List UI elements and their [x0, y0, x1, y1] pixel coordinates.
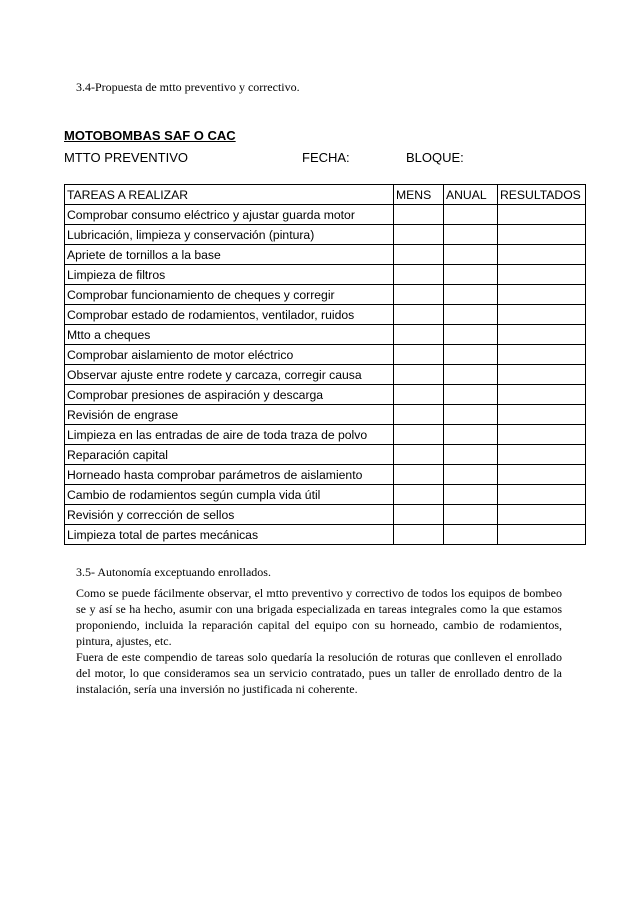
- section-heading: 3.4-Propuesta de mtto preventivo y correctivo.: [76, 80, 300, 94]
- table-row: [65, 525, 586, 545]
- table-row: [65, 225, 586, 245]
- table-row: [65, 205, 586, 225]
- task-cell: Reparación capital: [65, 445, 394, 465]
- table-row: [65, 485, 586, 505]
- annual-cell[interactable]: [444, 425, 498, 445]
- table-row: [65, 425, 586, 445]
- annual-cell[interactable]: [444, 305, 498, 325]
- table-row: [65, 245, 586, 265]
- result-cell[interactable]: [498, 405, 586, 425]
- header-annual: ANUAL: [444, 185, 498, 205]
- result-cell[interactable]: [498, 465, 586, 485]
- form-meta-row: [64, 150, 564, 168]
- task-cell: Observar ajuste entre rodete y carcaza, corregir causa: [65, 365, 394, 385]
- task-cell: Apriete de tornillos a la base: [65, 245, 394, 265]
- table-row: [65, 285, 586, 305]
- monthly-cell[interactable]: [394, 345, 444, 365]
- result-cell[interactable]: [498, 485, 586, 505]
- annual-cell[interactable]: [444, 365, 498, 385]
- annual-cell[interactable]: [444, 465, 498, 485]
- annual-cell[interactable]: [444, 525, 498, 545]
- annual-cell[interactable]: [444, 345, 498, 365]
- task-cell: Limpieza de filtros: [65, 265, 394, 285]
- table-header-row: [65, 185, 586, 205]
- monthly-cell[interactable]: [394, 385, 444, 405]
- annual-cell[interactable]: [444, 265, 498, 285]
- paragraph: Como se puede fácilmente observar, el mtto preventivo y correctivo de todos los equipos de bombeo se y así se ha hecho, asumir con una brigada especializada en tareas integrales como la que estamos proponiendo, incluida la reparación capital del equipo con su horneado, cambio de rodamientos, pintura, ajustes, etc.: [76, 586, 562, 648]
- result-cell[interactable]: [498, 365, 586, 385]
- table-row: [65, 305, 586, 325]
- result-cell[interactable]: [498, 225, 586, 245]
- result-cell[interactable]: [498, 445, 586, 465]
- result-cell[interactable]: [498, 285, 586, 305]
- annual-cell[interactable]: [444, 405, 498, 425]
- document-title: MOTOBOMBAS SAF O CAC: [64, 128, 236, 143]
- table-row: [65, 345, 586, 365]
- task-cell: Cambio de rodamientos según cumpla vida útil: [65, 485, 394, 505]
- monthly-cell[interactable]: [394, 405, 444, 425]
- result-cell[interactable]: [498, 425, 586, 445]
- task-cell: Comprobar consumo eléctrico y ajustar guarda motor: [65, 205, 394, 225]
- result-cell[interactable]: [498, 305, 586, 325]
- monthly-cell[interactable]: [394, 305, 444, 325]
- monthly-cell[interactable]: [394, 225, 444, 245]
- table-row: [65, 405, 586, 425]
- table-row: [65, 325, 586, 345]
- annual-cell[interactable]: [444, 445, 498, 465]
- block-label: BLOQUE:: [406, 150, 464, 165]
- paragraph: Fuera de este compendio de tareas solo quedaría la resolución de roturas que conlleven el enrollado del motor, lo que consideramos sea un servicio contratado, pues un taller de enrollado dentro de la instalación, sería una inversión no justificada ni coherente.: [76, 650, 562, 696]
- result-cell[interactable]: [498, 245, 586, 265]
- maintenance-type-label: MTTO PREVENTIVO: [64, 150, 188, 165]
- task-cell: Limpieza total de partes mecánicas: [65, 525, 394, 545]
- task-cell: Revisión y corrección de sellos: [65, 505, 394, 525]
- monthly-cell[interactable]: [394, 245, 444, 265]
- monthly-cell[interactable]: [394, 445, 444, 465]
- monthly-cell[interactable]: [394, 465, 444, 485]
- sub-heading: 3.5- Autonomía exceptuando enrollados.: [76, 565, 271, 579]
- task-cell: Horneado hasta comprobar parámetros de aislamiento: [65, 465, 394, 485]
- result-cell[interactable]: [498, 525, 586, 545]
- annual-cell[interactable]: [444, 205, 498, 225]
- result-cell[interactable]: [498, 325, 586, 345]
- header-monthly: MENS: [394, 185, 444, 205]
- table-row: [65, 385, 586, 405]
- table-body: [65, 205, 586, 545]
- task-cell: Lubricación, limpieza y conservación (pintura): [65, 225, 394, 245]
- annual-cell[interactable]: [444, 245, 498, 265]
- annual-cell[interactable]: [444, 225, 498, 245]
- monthly-cell[interactable]: [394, 265, 444, 285]
- result-cell[interactable]: [498, 385, 586, 405]
- task-cell: Revisión de engrase: [65, 405, 394, 425]
- monthly-cell[interactable]: [394, 425, 444, 445]
- table-row: [65, 505, 586, 525]
- task-cell: Comprobar aislamiento de motor eléctrico: [65, 345, 394, 365]
- result-cell[interactable]: [498, 505, 586, 525]
- header-results: RESULTADOS: [498, 185, 586, 205]
- table-row: [65, 365, 586, 385]
- monthly-cell[interactable]: [394, 365, 444, 385]
- annual-cell[interactable]: [444, 485, 498, 505]
- annual-cell[interactable]: [444, 325, 498, 345]
- result-cell[interactable]: [498, 265, 586, 285]
- date-label: FECHA:: [302, 150, 350, 165]
- task-cell: Mtto a cheques: [65, 325, 394, 345]
- tasks-table: [64, 184, 586, 545]
- body-text: [76, 585, 562, 697]
- task-cell: Limpieza en las entradas de aire de toda traza de polvo: [65, 425, 394, 445]
- task-cell: Comprobar presiones de aspiración y descarga: [65, 385, 394, 405]
- monthly-cell[interactable]: [394, 485, 444, 505]
- annual-cell[interactable]: [444, 285, 498, 305]
- monthly-cell[interactable]: [394, 525, 444, 545]
- annual-cell[interactable]: [444, 505, 498, 525]
- monthly-cell[interactable]: [394, 325, 444, 345]
- table-row: [65, 465, 586, 485]
- annual-cell[interactable]: [444, 385, 498, 405]
- table-row: [65, 265, 586, 285]
- monthly-cell[interactable]: [394, 205, 444, 225]
- task-cell: Comprobar funcionamiento de cheques y corregir: [65, 285, 394, 305]
- monthly-cell[interactable]: [394, 285, 444, 305]
- result-cell[interactable]: [498, 205, 586, 225]
- task-cell: Comprobar estado de rodamientos, ventilador, ruidos: [65, 305, 394, 325]
- header-tasks: TAREAS A REALIZAR: [65, 185, 394, 205]
- table-row: [65, 445, 586, 465]
- result-cell[interactable]: [498, 345, 586, 365]
- monthly-cell[interactable]: [394, 505, 444, 525]
